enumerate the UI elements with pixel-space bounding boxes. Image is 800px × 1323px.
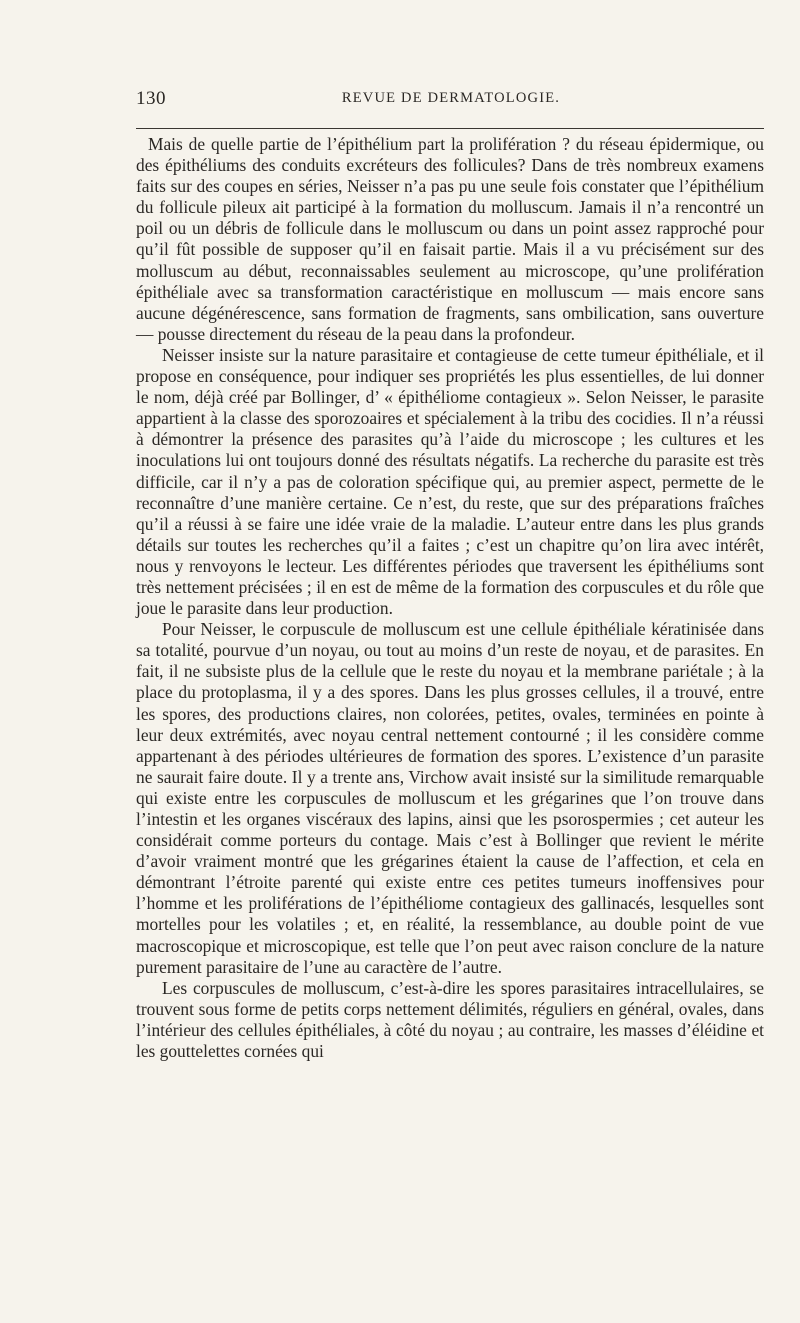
article-body xyxy=(136,134,764,1062)
running-head xyxy=(136,88,766,116)
journal-title: REVUE DE DERMATOLOGIE. xyxy=(341,90,561,106)
page-number: 130 xyxy=(136,88,166,109)
paragraph-intracellular-spores: Les corpuscules de molluscum, c’est-à-dire les spores parasitaires intracellulaires, se trouvent sous forme de petits corps nettement délimités, réguliers en général, ovales, dans l’intérieur des cellules épithéliales, à côté du noyau ; au contraire, les masses d’éléidine et les gouttelettes cornées qui xyxy=(136,977,764,1062)
paragraph-parasitic-nature: Neisser insiste sur la nature parasitaire et contagieuse de cette tumeur épithéliale, et il propose en conséquence, pour indiquer ses propriétés les plus essentielles, de lui donner le nom, déjà créé par Bollinger, d’ « épithéliome contagieux ». Selon Neisser, le parasite appartient à la classe des sporozoaires et spécialement à la tribu des cocidies. Il n’a réussi à démontrer la présence des parasites qu’à l’aide du microscope ; les cultures et les inoculations lui ont toujours donné des résultats négatifs. La recherche du parasite est très difficile, car il n’y a pas de coloration spécifique qui, au premier aspect, permette de le reconnaître d’une manière certaine. Ce n’est, du reste, que sur des préparations fraîches qu’il a réussi à se faire une idée vraie de la maladie. L’auteur entre dans les plus grands détails sur toutes les recherches qu’il a faites ; c’est un chapitre qu’on lira avec intérêt, nous y renvoyons le lecteur. Les différentes périodes que traversent les épithéliums sont très nettement précisées ; il en est de même de la formation des corpuscules et du rôle que joue le parasite dans leur production. xyxy=(136,344,764,619)
header-rule xyxy=(136,128,764,129)
paragraph-molluscum-corpuscle: Pour Neisser, le corpuscule de molluscum est une cellule épithéliale kératinisée dans sa totalité, pourvue d’un noyau, ou tout au moins d’un reste de noyau, et de parasites. En fait, il ne subsiste plus de la cellule que le reste du noyau et la membrane pariétale ; à la place du protoplasma, il y a des spores. Dans les plus grosses cellules, il a trouvé, entre les spores, des productions claires, non colorées, petites, ovales, terminées en pointe à leur deux extrémités, avec noyau central nettement contourné ; il les considère comme appartenant à des périodes ultérieures de formation des spores. L’existence d’un parasite ne saurait faire doute. Il y a trente ans, Virchow avait insisté sur la similitude remarquable qui existe entre les corpuscules de molluscum et les grégarines que l’on trouve dans l’intestin et les organes viscéraux des lapins, ainsi que les psorospermies ; cet auteur les considérait comme porteurs du contage. Mais c’est à Bollinger que revient le mérite d’avoir vraiment montré que les grégarines étaient la cause de l’affection, et cela en démontrant l’étroite parenté qui existe entre ces petites tumeurs inoffensives pour l’homme et les proliférations de l’épithéliome contagieux des gallinacés, lesquelles sont mortelles pour les volatiles ; et, en réalité, la ressemblance, au double point de vue macroscopique et microscopique, est telle que l’on peut avec raison conclure de la nature purement parasitaire de l’une au caractère de l’autre. xyxy=(136,619,764,977)
paragraph-origin-of-proliferation: Mais de quelle partie de l’épithélium part la prolifération ? du réseau épidermique, ou des épithéliums des conduits excréteurs des follicules? Dans de très nombreux examens faits sur des coupes en séries, Neisser n’a pas pu une seule fois constater que l’épithélium du follicule pileux ait participé à la formation du molluscum. Jamais il n’a rencontré un poil ou un débris de follicule dans le molluscum ou dans un point assez rapproché pour qu’il fût possible de supposer qu’il en faisait partie. Mais il a vu précisément sur des molluscum au début, reconnaissables seulement au microscope, qu’une prolifération épithéliale avec sa transformation caractéristique en molluscum — mais encore sans aucune dégénérescence, sans formation de fragments, sans ombilication, sans ouverture — pousse directement du réseau de la peau dans la profondeur. xyxy=(136,134,764,344)
